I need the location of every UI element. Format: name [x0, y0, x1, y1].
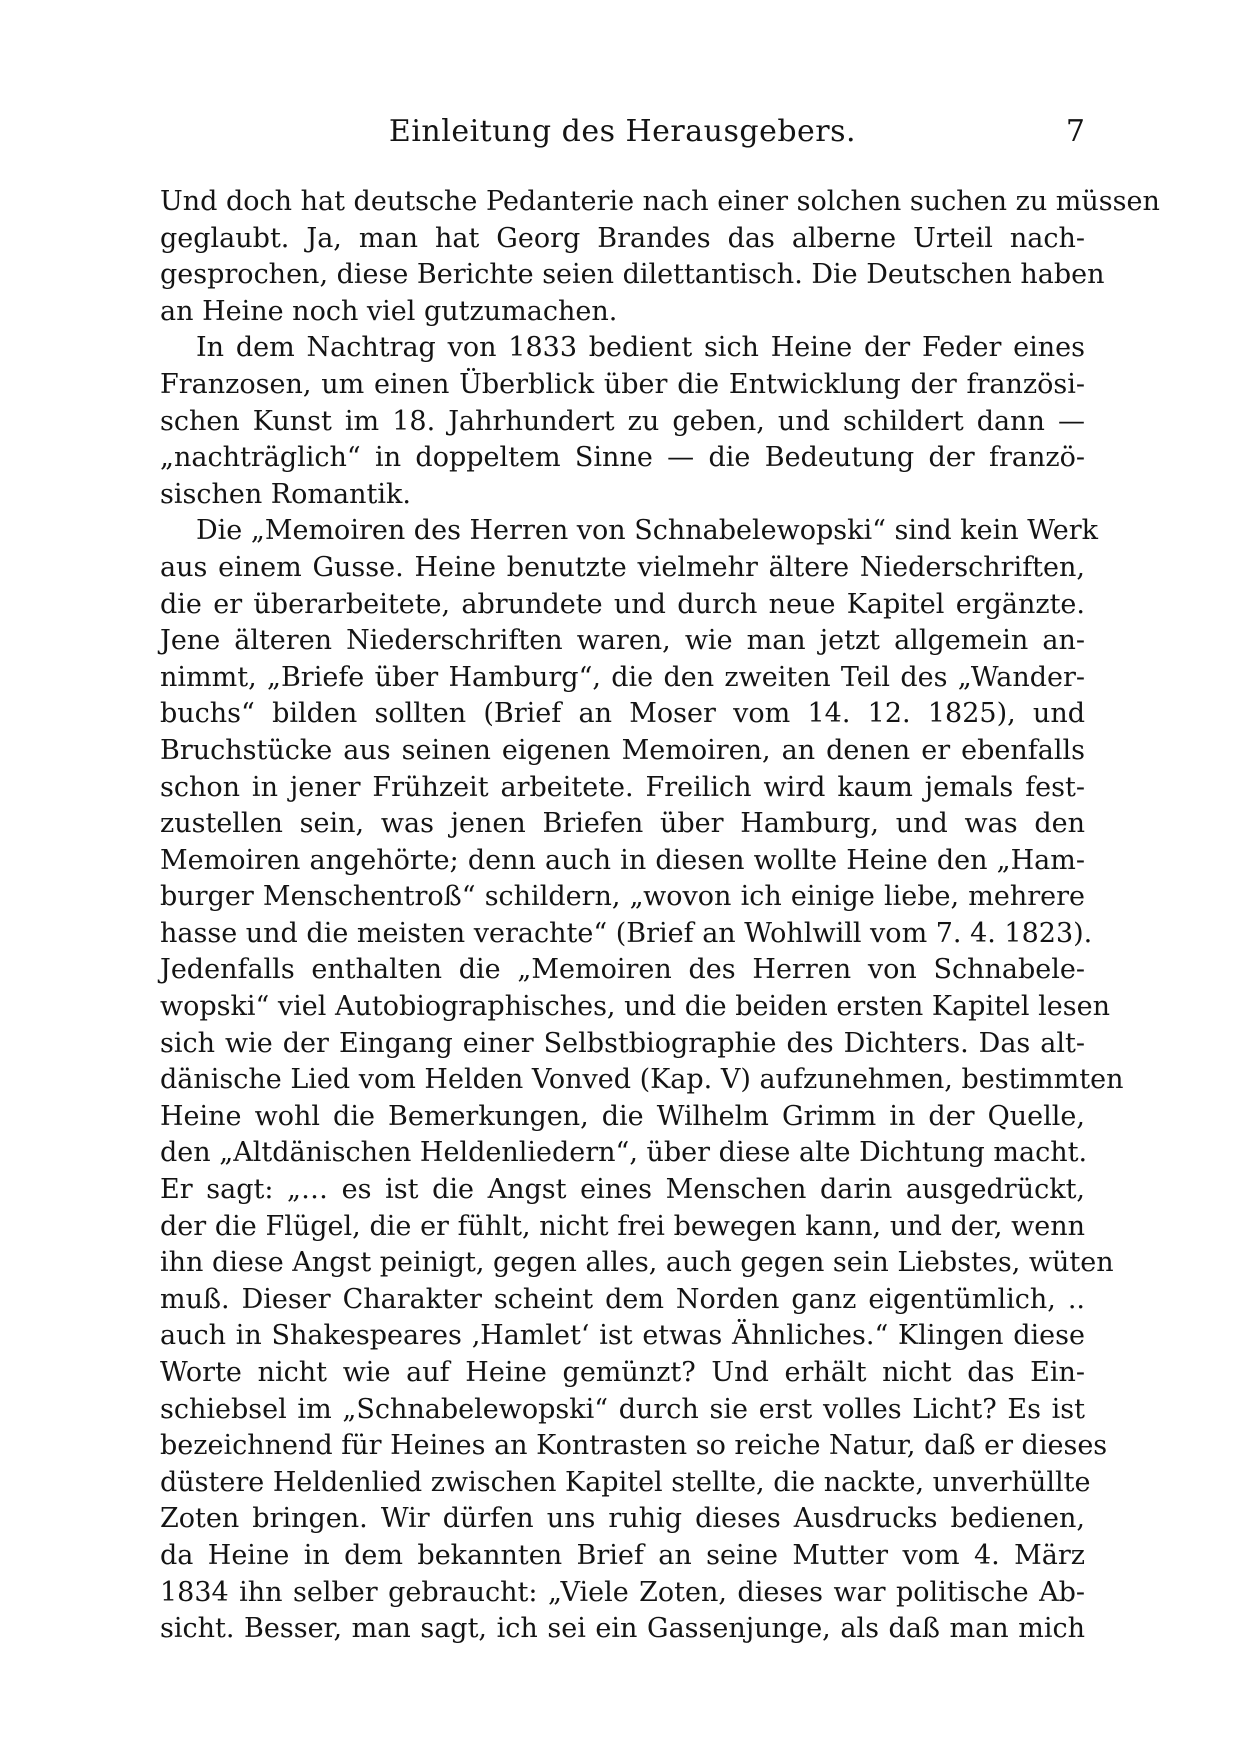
- text-line: buchs“ bilden sollten (Brief an Moser vom 14. 12. 1825), und: [160, 698, 1085, 730]
- text-line: Franzosen, um einen Überblick über die Entwicklung der französi-: [160, 368, 1085, 400]
- text-line: an Heine noch viel gutzumachen.: [160, 295, 618, 327]
- text-line: da Heine in dem bekannten Brief an seine Mutter vom 4. März: [160, 1539, 1085, 1571]
- text-line: der die Flügel, die er fühlt, nicht frei bewegen kann, und der, wenn: [160, 1210, 1085, 1242]
- text-line: schiebsel im „Schnabelewopski“ durch sie erst volles Licht? Es ist: [160, 1393, 1085, 1425]
- text-line: Die „Memoiren des Herren von Schnabelewopski“ sind kein Werk: [196, 515, 1099, 547]
- text-line: bezeichnend für Heines an Kontrasten so reiche Natur, daß er dieses: [160, 1430, 1108, 1462]
- text-line: wopski“ viel Autobiographisches, und die beiden ersten Kapitel lesen: [160, 991, 1110, 1023]
- running-title: Einleitung des Herausgebers.: [388, 114, 857, 149]
- text-line: aus einem Gusse. Heine benutzte vielmehr ältere Niederschriften,: [160, 551, 1085, 583]
- text-line: den „Altdänischen Heldenliedern“, über diese alte Dichtung macht.: [160, 1137, 1088, 1169]
- text-line: Worte nicht wie auf Heine gemünzt? Und erhält nicht das Ein-: [160, 1357, 1085, 1388]
- text-line: muß. Dieser Charakter scheint dem Norden ganz eigentümlich, ..: [160, 1283, 1085, 1315]
- text-line: Jedenfalls enthalten die „Memoiren des Herren von Schnabele-: [160, 954, 1085, 986]
- text-line: sich wie der Eingang einer Selbstbiographie des Dichters. Das alt-: [160, 1027, 1085, 1059]
- text-line: ihn diese Angst peinigt, gegen alles, auch gegen sein Liebstes, wüten: [160, 1247, 1114, 1279]
- text-line: Jene älteren Niederschriften waren, wie man jetzt allgemein an-: [160, 625, 1085, 657]
- body-text: [160, 184, 1160, 1648]
- text-line: sicht. Besser, man sagt, ich sei ein Gassenjunge, als daß man mich: [160, 1613, 1085, 1645]
- text-line: hasse und die meisten verachte“ (Brief an Wohlwill vom 7. 4. 1823).: [160, 917, 1093, 949]
- text-line: gesprochen, diese Berichte seien dilettantisch. Die Deutschen haben: [160, 259, 1105, 291]
- text-line: düstere Heldenlied zwischen Kapitel stellte, die nackte, unverhüllte: [160, 1466, 1091, 1498]
- text-line: schon in jener Frühzeit arbeitete. Freilich wird kaum jemals fest-: [160, 771, 1085, 803]
- text-line: Heine wohl die Bemerkungen, die Wilhelm Grimm in der Quelle,: [160, 1100, 1085, 1132]
- text-line: Und doch hat deutsche Pedanterie nach einer solchen suchen zu müssen: [160, 186, 1160, 217]
- text-line: In dem Nachtrag von 1833 bedient sich Heine der Feder eines: [196, 332, 1085, 364]
- text-line: Bruchstücke aus seinen eigenen Memoiren, an denen er ebenfalls: [160, 734, 1085, 766]
- text-line: nimmt, „Briefe über Hamburg“, die den zweiten Teil des „Wander-: [160, 661, 1085, 693]
- text-line: schen Kunst im 18. Jahrhundert zu geben, und schildert dann —: [160, 405, 1085, 437]
- text-line: burger Menschentroß“ schildern, „wovon ich einige liebe, mehrere: [160, 881, 1085, 913]
- text-line: zustellen sein, was jenen Briefen über Hamburg, und was den: [160, 808, 1085, 840]
- page-header: [160, 112, 1085, 152]
- text-line: dänische Lied vom Helden Vonved (Kap. V) aufzunehmen, bestimmten: [160, 1064, 1124, 1096]
- text-line: die er überarbeitete, abrundete und durch neue Kapitel ergänzte.: [160, 588, 1085, 620]
- text-line: geglaubt. Ja, man hat Georg Brandes das alberne Urteil nach-: [160, 222, 1085, 254]
- text-line: Er sagt: „… es ist die Angst eines Menschen darin ausgedrückt,: [160, 1174, 1085, 1206]
- page-number: 7: [1065, 114, 1085, 149]
- text-line: auch in Shakespeares ‚Hamlet‘ ist etwas Ähnliches.“ Klingen diese: [160, 1320, 1085, 1352]
- text-line: sischen Romantik.: [160, 478, 411, 510]
- text-line: „nachträglich“ in doppeltem Sinne — die Bedeutung der franzö-: [160, 442, 1085, 474]
- text-line: Zoten bringen. Wir dürfen uns ruhig dieses Ausdrucks bedienen,: [160, 1503, 1085, 1535]
- text-line: 1834 ihn selber gebraucht: „Viele Zoten, dieses war politische Ab-: [160, 1576, 1085, 1608]
- text-line: Memoiren angehörte; denn auch in diesen wollte Heine den „Ham-: [160, 844, 1085, 876]
